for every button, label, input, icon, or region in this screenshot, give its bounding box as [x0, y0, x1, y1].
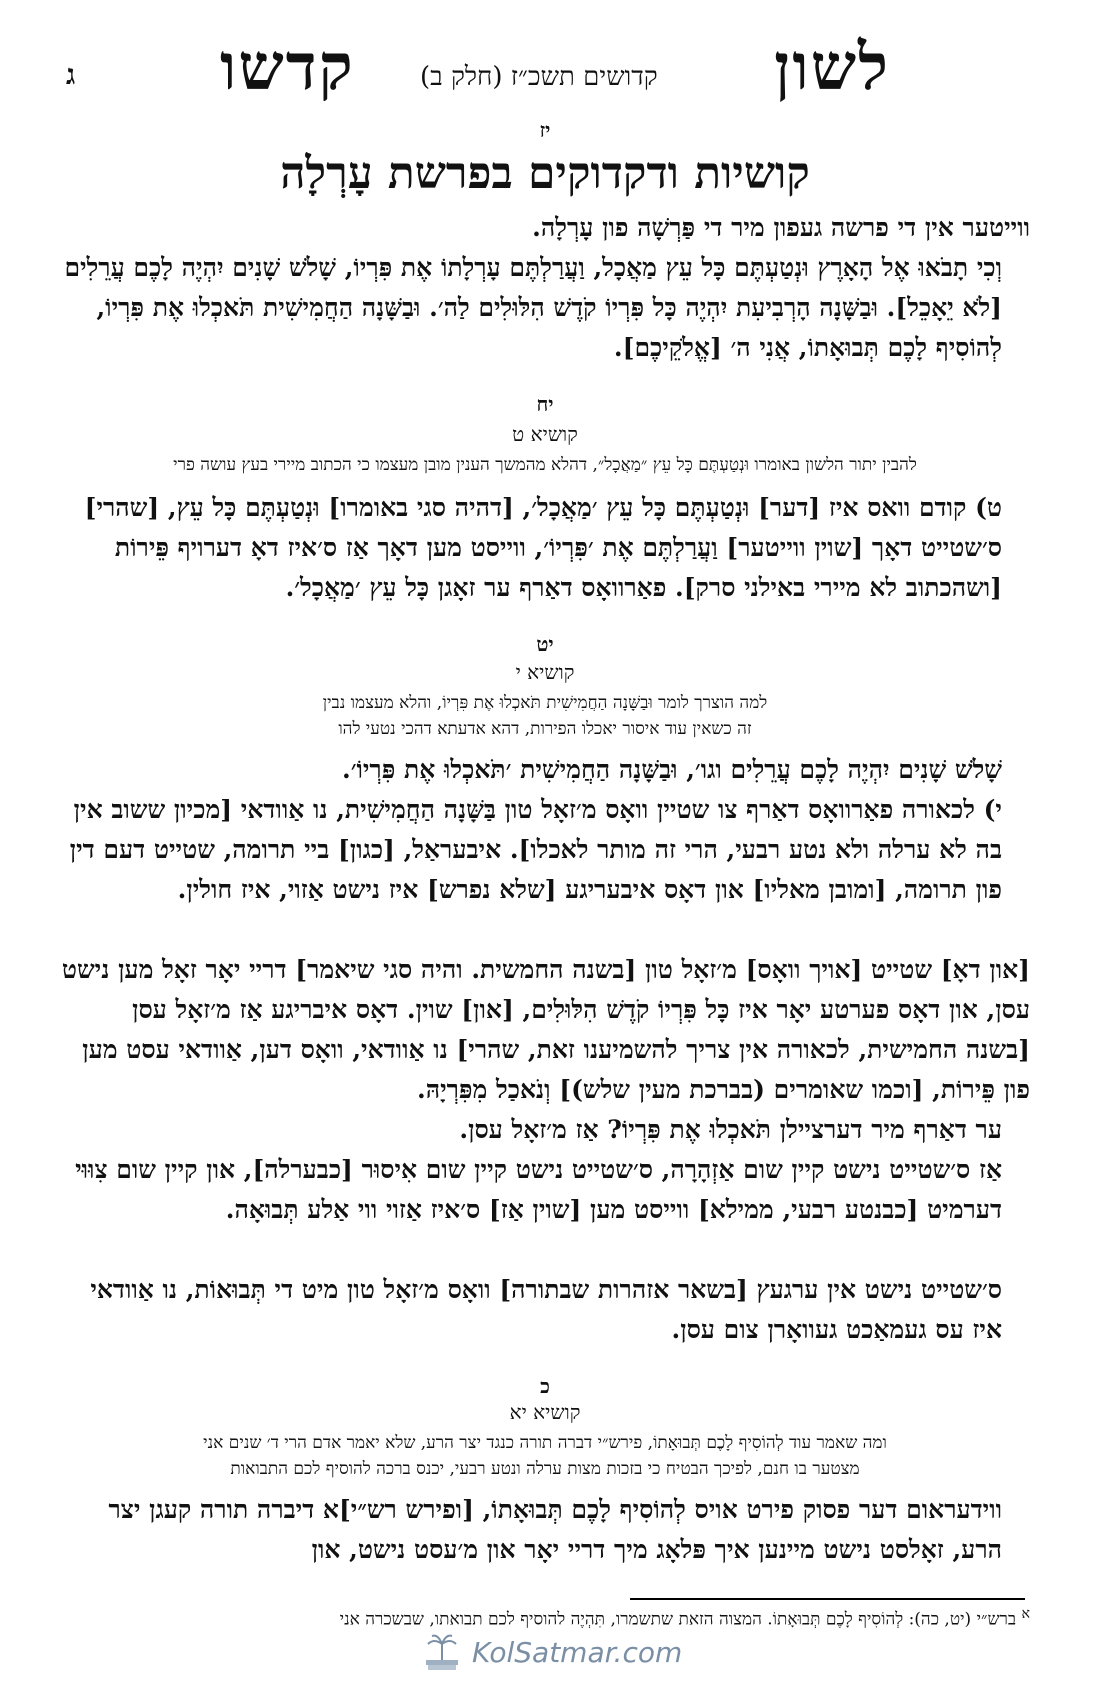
kushya-label-10: קושיא י	[515, 660, 575, 684]
section18-note: להבין יתור הלשון באומרו וּנְטַעְתֶּם כָּל עֵץ ״מַאֲכָל״, דהלא מהמשך הענין מובן מעצמו כי הכתוב מיירי בעץ עושה פרי	[173, 455, 917, 475]
section20-note-2: מצטער בו חנם, לפיכך הבטיח כי בזכות מצות ערלה ונטע רבעי, יכנס ברכה להוסיף לכם התבואות	[230, 1459, 860, 1479]
footnote-divider	[630, 1598, 1025, 1600]
watermark-text: KolSatmar.com	[472, 1635, 683, 1669]
section19-paragraph-1: י) לכאורה פאַרוואָס דאַרף צו שטיין וואָס מ׳זאָל טון בַּשָּׁנָה הַחֲמִישִׁית, נו אַוודאי [מכיון ששוב אין בה לא ערלה ולא נטע רבעי, הרי זה מותר לאכלו]. איבעראַל, [כגון] ביי תרומה, שטייט דעם דין פון תרומה, [ומובן מאליו] און דאָס איבעריגע [שלא נפרש] איז נישט אַזוי, איז חולין.	[69, 795, 1002, 904]
palm-tree-books-icon	[420, 1632, 464, 1672]
footnote	[60, 1606, 1030, 1630]
section-number-19: יט	[536, 632, 554, 656]
section19-paragraph-3: ער דאַרף מיר דערציילן תֹּאכְלוּ אֶת פִּרְיוֹ? אַז מ׳זאָל עסן.	[459, 1115, 1002, 1144]
header-subtitle: קדושים תשכ״ז (חלק ב)	[420, 62, 658, 92]
section20-paragraph: ווידעראום דער פסוק פירט אויס לְהוֹסִיף לָכֶם תְּבוּאָתוֹ, [ופירש רש״י]א דיברה תורה קעגן יצר הרע, זאָלסט נישט מיינען איך פּלאָג מיך דריי יאָר און מ׳עסט נישט, און	[108, 1495, 1002, 1564]
watermark	[420, 1632, 682, 1672]
section-number-17: יז	[539, 118, 551, 142]
footnote-marker: א	[1021, 1606, 1030, 1622]
section17-verse: וְכִי תָבֹאוּ אֶל הָאָרֶץ וּנְטַעְתֶּם כָּל עֵץ מַאֲכָל, וַעֲרַלְתֶּם עָרְלָתוֹ אֶת פִּרְיוֹ, שָׁלֹשׁ שָׁנִים יִהְיֶה לָכֶם עֲרֵלִים [לֹא יֵאָכֵל]. וּבַשָּׁנָה הָרְבִיעִת יִהְיֶה כָּל פִּרְיוֹ קֹדֶשׁ הִלּוּלִים לַה׳. וּבַשָּׁנָה הַחֲמִישִׁית תֹּאכְלוּ אֶת פִּרְיוֹ, לְהוֹסִיף לָכֶם תְּבוּאָתוֹ, אֲנִי ה׳ [אֱלֹקֵיכֶם].	[64, 253, 1002, 362]
kushya-label-9: קושיא ט	[512, 422, 578, 446]
header-word-right: לשון	[774, 30, 890, 105]
section19-note-1: למה הוצרך לומר וּבַשָּׁנָה הַחֲמִישִׁית תֹּאכְלוּ אֶת פִּרְיוֹ, והלא מעצמו נבין	[322, 693, 768, 713]
section19-note-2: זה כשאין עוד איסור יאכלו הפירות, דהא אדעתא דהכי נטעי להו	[338, 719, 752, 739]
section19-verse: שָׁלֹשׁ שָׁנִים יִהְיֶה לָכֶם עֲרֵלִים וגו׳, וּבַשָּׁנָה הַחֲמִישִׁית ׳תֹּאכְלוּ אֶת פִּרְיוֹ׳.	[342, 755, 1002, 784]
section19-paragraph-5: ס׳שטייט נישט אין ערגעץ [בשאר אזהרות שבתורה] וואָס מ׳זאָל טון מיט די תְּבוּאוֹת, נו אַוודאי איז עס געמאַכט געוואָרן צום עסן.	[90, 1275, 1002, 1344]
section19-paragraph-2: [און דאָ] שטייט [אויך וואָס] מ׳זאָל טון [בשנה החמשית. והיה סגי שיאמר] דריי יאָר זאָל מען נישט עסן, און דאָס פערטע יאָר איז כָּל פִּרְיוֹ קֹדֶשׁ הִלּוּלִים, [און] שוין. דאָס איבריגע אַז מ׳זאָל עסן [בשנה החמישית, לכאורה אין צריך להשמיענו זאת, שהרי] נו אַוודאי, וואָס דען, אַוודאי עסט מען פון פֵּירוֹת, [וכמו שאומרים (בברכת מעין שלש)] וְנֹאכַל מִפִּרְיָהּ.	[61, 955, 1030, 1104]
section17-intro: ווייטער אין די פרשה געפון מיר די פַּרְשָׁה פון עָרְלָה.	[532, 213, 1030, 242]
section-number-18: יח	[536, 392, 554, 416]
header-word-left: קדשו	[220, 30, 355, 105]
section18-paragraph: ט) קודם וואס איז [דער] וּנְטַעְתֶּם כָּל עֵץ ׳מַאֲכָל׳, [דהיה סגי באומרו] וּנְטַעְתֶּם כָּל עֵץ, [שהרי] ס׳שטייט דאָך [שוין ווייטער] וַעֲרַלְתֶּם אֶת ׳פִּרְיוֹ׳, ווייסט מען דאָך אַז ס׳איז דאָ דערויף פֵּירוֹת [ושהכתוב לא מיירי באילני סרק]. פאַרוואָס דאַרף ער זאָגן כָּל עֵץ ׳מַאֲכָל׳.	[84, 493, 1002, 602]
kushya-label-11: קושיא יא	[509, 1400, 581, 1424]
section20-note-1: ומה שאמר עוד לְהוֹסִיף לָכֶם תְּבוּאָתוֹ, פירש״י דברה תורה כנגד יצר הרע, שלא יאמר אדם הרי ד׳ שנים אני	[203, 1433, 887, 1453]
section-title: קושיות ודקדוקים בפרשת עָרְלָה	[280, 148, 810, 199]
footnote-text: ברש״י (יט, כה): לְהוֹסִיף לָכֶם תְּבוּאָתוֹ. המצוה הזאת שתשמרו, תִּהְיֶה להוסיף לכם תבואתו, שבשכרה אני	[339, 1609, 1017, 1630]
section-number-20: כ	[540, 1374, 550, 1398]
page-letter: ג	[66, 58, 76, 91]
section19-paragraph-4: אַז ס׳שטייט נישט קיין שום אַזְהָרָה, ס׳שטייט נישט קיין שום אִיסוּר [כבערלה], און קיין שום צִוּוּי דערמיט [כבנטע רבעי, ממילא] ווייסט מען [שוין אַז] ס׳איז אַזוי ווי אַלע תְּבוּאָה.	[75, 1155, 1002, 1224]
